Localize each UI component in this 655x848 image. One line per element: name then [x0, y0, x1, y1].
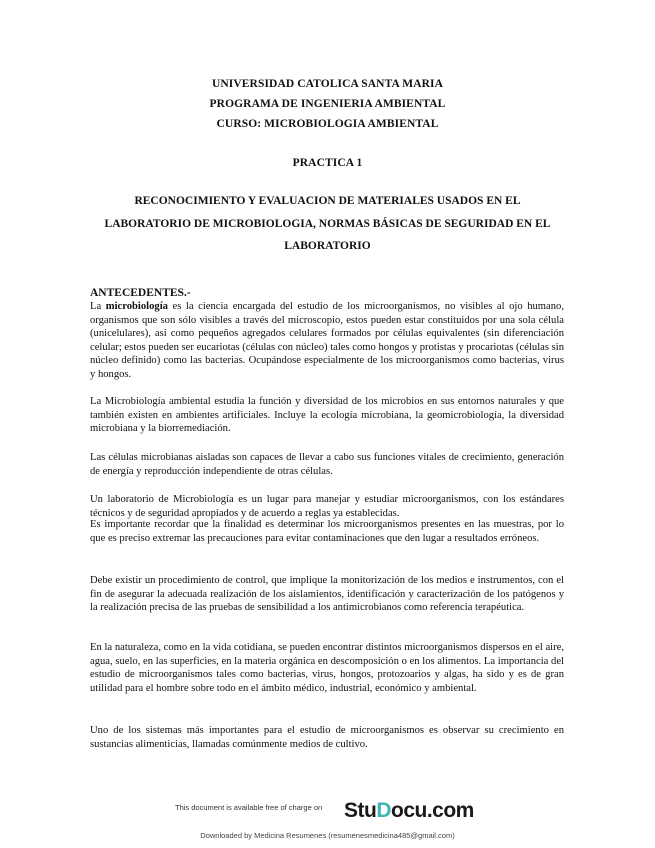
availability-note: This document is available free of charge on [175, 803, 323, 812]
practice-heading: PRACTICA 1 [292, 157, 363, 169]
title-line: LABORATORIO [284, 240, 371, 252]
university-heading: UNIVERSIDAD CATOLICA SANTA MARIA [212, 78, 443, 90]
studocu-logo[interactable] [344, 799, 474, 823]
title-line: LABORATORIO DE MICROBIOLOGIA, NORMAS BÁSICAS DE SEGURIDAD EN EL [104, 217, 551, 230]
logo-part: ocu.com [391, 799, 474, 822]
paragraph-finalidad: Es importante recordar que la finalidad es determinar los microorganismos presentes en las muestras, por lo que es preciso extremar las precauciones para evitar contaminaciones que den lugar a resultados erróneos. [90, 519, 564, 544]
logo-part: Stu [344, 799, 377, 822]
document-title [90, 190, 565, 258]
section-heading: ANTECEDENTES.- [90, 287, 191, 299]
paragraph-keyword: microbiología [105, 301, 168, 312]
paragraph-lead: La [90, 301, 106, 312]
logo-part-accent: D [376, 799, 391, 822]
paragraph-celulas: Las células microbianas aisladas son capaces de llevar a cabo sus funciones vitales de crecimiento, generación de energía y reproducción independiente de otras células. [90, 452, 564, 477]
paragraph-naturaleza: En la naturaleza, como en la vida cotidiana, se pueden encontrar distintos microorganismos dispersos en el aire, agua, suelo, en las superficies, en la materia orgánica en descomposición o en los alimentos. La importancia del estudio de microorganismos tales como bacterias, virus, hongos, protozoarios y algas, ha sido y es de gran utilidad para el hombre sobre todo en el ámbito médico, industrial, económico y ambiental. [90, 642, 564, 694]
title-line: RECONOCIMIENTO Y EVALUACION DE MATERIALES USADOS EN EL [134, 195, 521, 207]
download-note: Downloaded by Medicina Resumenes (resumenesmedicina485@gmail.com) [200, 831, 455, 840]
course-heading: CURSO: MICROBIOLOGIA AMBIENTAL [216, 118, 439, 130]
paragraph-sistemas: Uno de los sistemas más importantes para el estudio de microorganismos es observar su crecimiento en sustancias alimenticias, llamadas comúnmente medios de cultivo. [90, 725, 564, 750]
paragraph-laboratorio: Un laboratorio de Microbiología es un lugar para manejar y estudiar microorganismos, con los estándares técnicos y de seguridad apropiados y de acuerdo a reglas ya establecidas. [90, 494, 564, 519]
program-heading: PROGRAMA DE INGENIERIA AMBIENTAL [209, 98, 446, 110]
paragraph-text: es la ciencia encargada del estudio de los microorganismos, no visibles al ojo humano, organismos que son sólo visibles a través del microscopio, estos pueden estar constituidos por una sola célula (unicelulares), así como pequeños agregados celulares formados por células equivalentes (sin diferenciación celular; estos pueden ser eucariotas (células con núcleo) tales como hongos y protistas y procariotas (células sin núcleo definido) como las bacterias. Ocupándose especialmente de los microorganismos como bacterias, virus y hongos. [90, 301, 564, 380]
paragraph-microbiologia [90, 300, 564, 381]
paragraph-microbiologia-ambiental: La Microbiología ambiental estudia la función y diversidad de los microbios en sus entornos naturales y que también existen en ambientes artificiales. Incluye la ecología microbiana, la geomicrobiología, la diversidad microbiana y la biorremediación. [90, 396, 564, 434]
paragraph-procedimiento: Debe existir un procedimiento de control, que implique la monitorización de los medios e instrumentos, con el fin de asegurar la adecuada realización de los aislamientos, identificación y caracterización de los patógenos y la realización precisa de las pruebas de sensibilidad a los antimicrobianos como referencia terapéutica. [90, 575, 564, 613]
